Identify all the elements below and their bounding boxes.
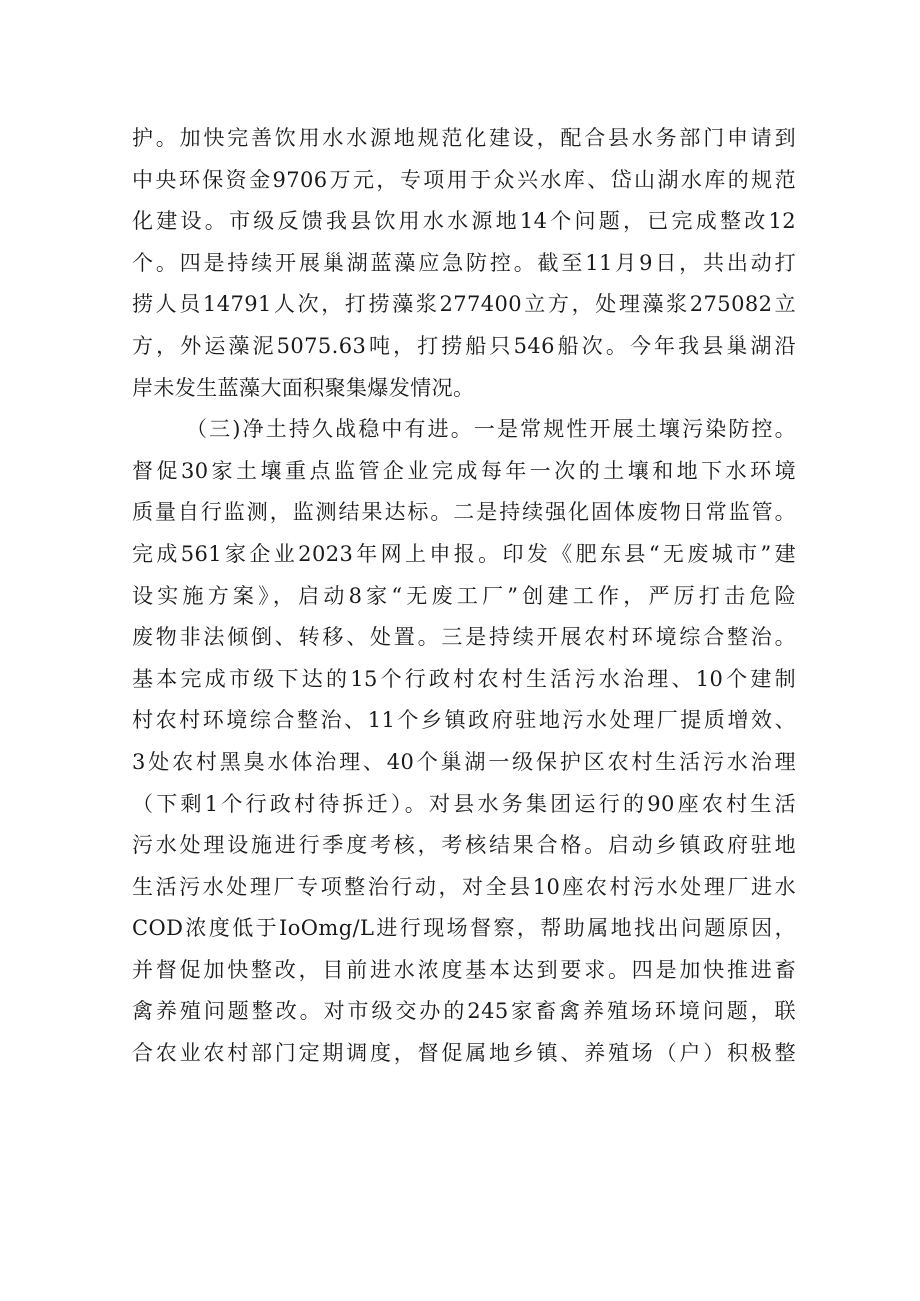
text-line: 污水处理设施进行季度考核，考核结果合格。启动乡镇政府驻地 [132,833,796,858]
text-line: 3处农村黑臭水体治理、40个巢湖一级保护区农村生活污水治理 [132,749,796,774]
text-line: 并督促加快整改，目前进水浓度基本达到要求。四是加快推进畜 [132,957,796,982]
text-line: 生活污水处理厂专项整治行动，对全县10座农村污水处理厂进水 [132,874,796,899]
body-text [132,118,796,1075]
text-line: COD浓度低于IoOmg/L进行现场督察，帮助属地找出问题原因， [132,916,796,941]
text-line: 设实施方案》，启动8家“无废工厂”创建工作，严厉打击危险 [132,583,796,608]
text-line: 岸未发生蓝藻大面积聚集爆发情况。 [132,375,475,400]
text-line: （下剩1个行政村待拆迁）。对县水务集团运行的90座农村生活 [132,791,796,816]
text-line: 督促30家土壤重点监管企业完成每年一次的土壤和地下水环境 [132,458,796,483]
text-line: 个。四是持续开展巢湖蓝藻应急防控。截至11月9日，共出动打 [132,250,796,275]
text-line: 基本完成市级下达的15个行政村农村生活污水治理、10个建制 [132,666,796,691]
text-line: 合农业农村部门定期调度，督促属地乡镇、养殖场（户）积极整 [132,1041,796,1066]
text-line: 捞人员14791人次，打捞藻浆277400立方，处理藻浆275082立 [132,292,796,317]
text-line: 中央环保资金9706万元，专项用于众兴水库、岱山湖水库的规范 [132,167,796,192]
text-line: 村农村环境综合整治、11个乡镇政府驻地污水处理厂提质增效、 [132,708,796,733]
text-line: 方，外运藻泥5075.63吨，打捞船只546船次。今年我县巢湖沿 [132,333,796,358]
text-line: 护。加快完善饮用水水源地规范化建设，配合县水务部门申请到 [132,126,796,150]
section-heading-line: （三)净土持久战稳中有进。一是常规性开展土壤污染防控。 [186,417,796,442]
text-line: 质量自行监测，监测结果达标。二是持续强化固体废物日常监管。 [132,500,796,525]
text-line: 完成561家企业2023年网上申报。印发《肥东县“无废城市”建 [132,541,796,566]
text-line: 化建设。市级反馈我县饮用水水源地14个问题，已完成整改12 [132,209,796,234]
text-line: 废物非法倾倒、转移、处置。三是持续开展农村环境综合整治。 [132,625,796,650]
text-line: 禽养殖问题整改。对市级交办的245家畜禽养殖场环境问题，联 [132,999,796,1024]
